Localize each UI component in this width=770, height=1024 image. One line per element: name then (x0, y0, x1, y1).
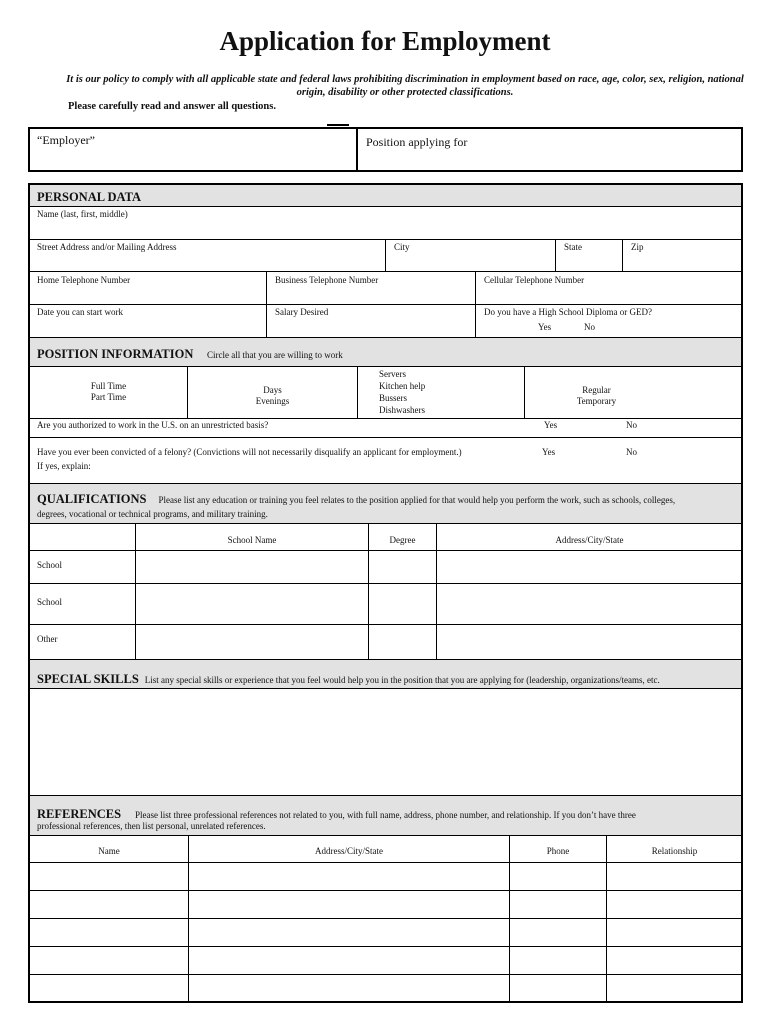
salary-field[interactable]: Salary Desired (275, 307, 329, 317)
part-time-option[interactable]: Part Time (90, 392, 127, 402)
servers-option[interactable]: Servers (379, 369, 406, 379)
other-row-label: Other (37, 634, 58, 644)
diploma-yes-option[interactable]: Yes (538, 322, 552, 332)
diploma-question: Do you have a High School Diploma or GED? (484, 307, 652, 317)
position-info-heading: POSITION INFORMATION (37, 347, 194, 361)
col-school-name: School Name (227, 535, 277, 545)
felony-yes-option[interactable]: Yes (542, 447, 556, 457)
city-field[interactable]: City (394, 242, 410, 252)
cell-phone-field[interactable]: Cellular Telephone Number (484, 275, 585, 285)
dishwashers-option[interactable]: Dishwashers (379, 405, 425, 415)
divider-mark (327, 124, 349, 126)
special-skills-heading: SPECIAL SKILLS (37, 672, 139, 686)
col-degree: Degree (389, 535, 416, 545)
special-skills-description: List any special skills or experience that you feel would help you in the position that you are applying for (leadership, organizations/teams, etc. (144, 675, 660, 685)
diploma-no-option[interactable]: No (584, 322, 595, 332)
qualifications-heading: QUALIFICATIONS (37, 492, 147, 506)
policy-statement: It is our policy to comply with all applicable state and federal laws prohibiting discrimination in employment based on race, age, color, sex, religion, national origin, disability or other protected classifications. (66, 74, 744, 98)
home-phone-field[interactable]: Home Telephone Number (37, 275, 131, 285)
school-row-label: School (37, 560, 63, 570)
employer-field[interactable]: “Employer” (37, 133, 95, 147)
felony-question: Have you ever been convicted of a felony? (Convictions will not necessarily disqualify an applicant for employment.) (37, 447, 462, 457)
col-ref-address: Address/City/State (315, 846, 383, 856)
street-address-field[interactable]: Street Address and/or Mailing Address (37, 242, 177, 252)
page-title: Application for Employment (219, 26, 551, 56)
personal-data-heading: PERSONAL DATA (37, 190, 142, 204)
zip-field[interactable]: Zip (631, 242, 644, 252)
temporary-option[interactable]: Temporary (576, 396, 617, 406)
regular-option[interactable]: Regular (582, 385, 611, 395)
col-address: Address/City/State (555, 535, 624, 545)
position-applying-field[interactable]: Position applying for (366, 135, 468, 149)
col-ref-relationship: Relationship (651, 846, 698, 856)
days-option[interactable]: Days (263, 385, 282, 395)
kitchen-help-option[interactable]: Kitchen help (379, 381, 426, 391)
felony-no-option[interactable]: No (626, 447, 637, 457)
name-field[interactable]: Name (last, first, middle) (37, 209, 128, 219)
authorized-no-option[interactable]: No (626, 420, 637, 430)
state-field[interactable]: State (564, 242, 582, 252)
col-ref-name: Name (98, 846, 120, 856)
col-ref-phone: Phone (546, 846, 570, 856)
bussers-option[interactable]: Bussers (379, 393, 408, 403)
position-info-subtitle: Circle all that you are willing to work (207, 350, 343, 360)
evenings-option[interactable]: Evenings (255, 396, 290, 406)
business-phone-field[interactable]: Business Telephone Number (275, 275, 379, 285)
instructions: Please carefully read and answer all questions. (68, 101, 276, 112)
qualifications-description: Please list any education or training you feel relates to the position applied for that would help you perform the work, such as schools, colleges, (158, 495, 676, 505)
felony-explain-field[interactable]: If yes, explain: (37, 461, 91, 471)
start-date-field[interactable]: Date you can start work (37, 307, 123, 317)
references-heading: REFERENCES (37, 807, 122, 821)
full-time-option[interactable]: Full Time (90, 381, 127, 391)
references-description-2: professional references, then list personal, unrelated references. (37, 821, 266, 831)
qualifications-description-2: degrees, vocational or technical programs, and military training. (37, 509, 268, 519)
references-description: Please list three professional references not related to you, with full name, address, phone number, and relationship. If you don’t have three (135, 810, 636, 820)
special-skills-input[interactable] (30, 690, 741, 794)
school-row-label: School (37, 597, 63, 607)
authorized-question: Are you authorized to work in the U.S. on an unrestricted basis? (37, 420, 269, 430)
authorized-yes-option[interactable]: Yes (544, 420, 558, 430)
